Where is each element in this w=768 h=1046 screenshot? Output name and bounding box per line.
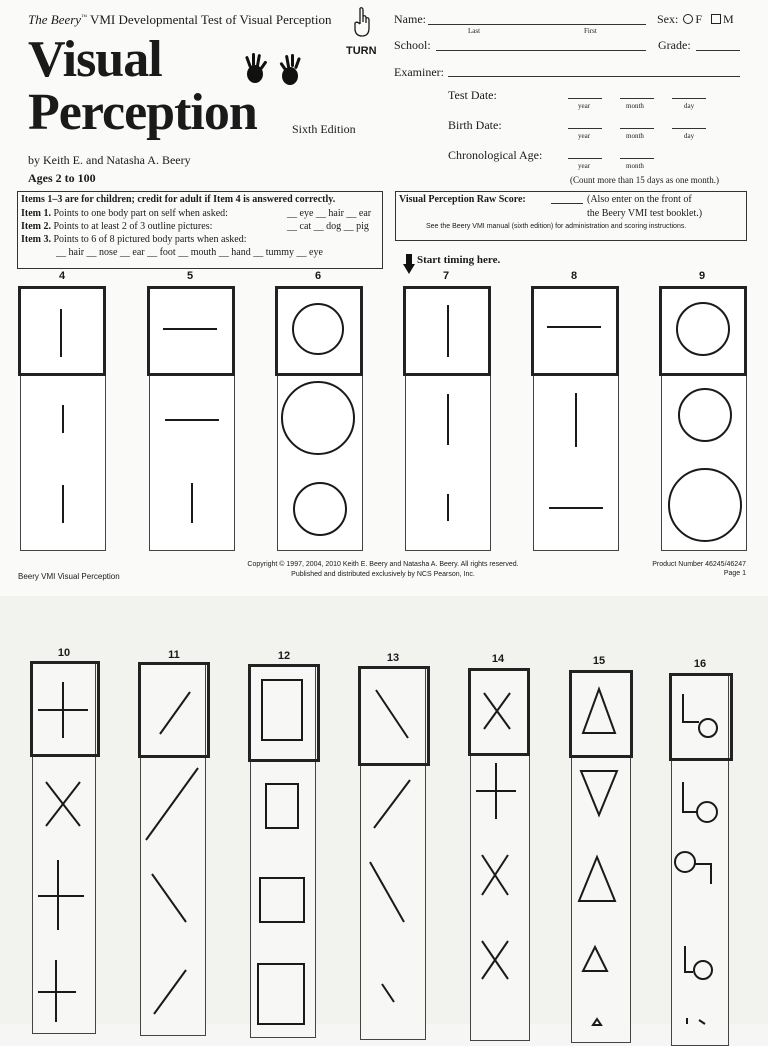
count-note: (Count more than 15 days as one month.) [570,175,719,185]
footer-left: Beery VMI Visual Perception [18,572,120,581]
item-3-row: Item 3. Points to 6 of 8 pictured body parts when asked: [21,234,247,245]
birth-date-month[interactable] [620,128,654,129]
items-box-heading: Items 1–3 are for children; credit for adult if Item 4 is answered correctly. [21,194,336,205]
item-4-figures [20,287,106,551]
month-caption: month [626,102,644,110]
item-6-figures [277,287,363,551]
name-label: Name: [394,12,426,26]
item-16-figures [671,674,731,1024]
item-number: 12 [277,650,291,662]
year-caption: year [578,132,591,140]
item-11-figures [140,664,206,1024]
item-14-figures [470,669,530,1025]
item-number: 14 [491,653,505,665]
item-number: 10 [57,647,71,659]
grade-label: Grade: [658,38,691,52]
day-caption: day [684,132,695,140]
page-number: Page 1 [723,570,746,577]
title-line-1: Visual [28,31,162,88]
item-3-options: __ hair __ nose __ ear __ foot __ mouth __ hand __ tummy __ eye [56,247,323,258]
turn-label: TURN [346,45,377,57]
name-first-label: First [584,27,597,35]
test-subtitle: The Beery™ VMI Developmental Test of Visual Perception [28,12,332,27]
item-10-figures [32,662,96,1024]
edition-label: Sixth Edition [292,122,356,136]
test-date-day[interactable] [672,98,706,99]
manual-note: See the Beery VMI manual (sixth edition) for administration and scoring instructions. [426,223,687,230]
sex-f-radio[interactable] [683,14,693,24]
copyright-line-1: Copyright © 1997, 2004, 2010 Keith E. Beery and Natasha A. Beery. All rights reserved. [247,561,519,568]
item-number: 16 [693,658,707,670]
copyright-line-2: Published and distributed exclusively by NCS Pearson, Inc. [291,571,475,578]
raw-score-note-1: (Also enter on the front of [587,194,692,205]
raw-score-label: Visual Perception Raw Score: [399,194,526,205]
handprints-icon [240,50,310,90]
school-label: School: [394,38,431,52]
birth-date-label: Birth Date: [448,118,502,132]
year-caption: year [578,162,591,170]
month-caption: month [626,132,644,140]
raw-score-field[interactable] [551,203,583,204]
test-date-month[interactable] [620,98,654,99]
item-12-figures [250,666,316,1024]
ages-label: Ages 2 to 100 [28,171,96,185]
item-number: 7 [442,270,450,282]
birth-date-year[interactable] [568,128,602,129]
down-arrow-icon [403,254,415,274]
start-timing-label: Start timing here. [417,254,501,266]
grade-field[interactable] [696,50,740,51]
title-line-2: Perception [28,84,257,141]
item-number: 15 [592,655,606,667]
sex-field: Sex: F M [657,12,734,26]
month-caption: month [626,162,644,170]
name-last-label: Last [468,27,481,35]
examiner-label: Examiner: [394,65,444,79]
test-date-label: Test Date: [448,88,497,102]
item-1-row: Item 1. Points to one body part on self when asked: __ eye __ hair __ ear [21,208,372,219]
examiner-field[interactable] [448,76,740,77]
year-caption: year [578,102,591,110]
item-8-figures [533,287,619,551]
item-2-row: Item 2. Points to at least 2 of 3 outline pictures: __ cat __ dog __ pig [21,221,369,232]
birth-date-day[interactable] [672,128,706,129]
item-13-figures [360,668,426,1024]
item-15-figures [571,671,631,1025]
chronological-age-label: Chronological Age: [448,148,543,162]
day-caption: day [684,102,695,110]
item-5-figures [149,287,235,551]
chrono-age-year[interactable] [568,158,602,159]
item-number: 5 [186,270,194,282]
pointing-hand-icon [352,6,374,40]
item-number: 8 [570,270,578,282]
test-date-year[interactable] [568,98,602,99]
item-number: 4 [58,270,66,282]
item-9-figures [661,287,747,551]
item-number: 13 [386,652,400,664]
item-number: 6 [314,270,322,282]
authors: by Keith E. and Natasha A. Beery [28,153,191,167]
sex-m-checkbox[interactable] [711,14,721,24]
chrono-age-month[interactable] [620,158,654,159]
product-number: Product Number 46245/46247 [652,561,746,568]
item-number: 11 [168,649,180,661]
name-field[interactable] [428,24,646,25]
school-field[interactable] [436,50,646,51]
item-number: 9 [698,270,706,282]
raw-score-note-2: the Beery VMI test booklet.) [587,208,703,219]
item-7-figures [405,287,491,551]
